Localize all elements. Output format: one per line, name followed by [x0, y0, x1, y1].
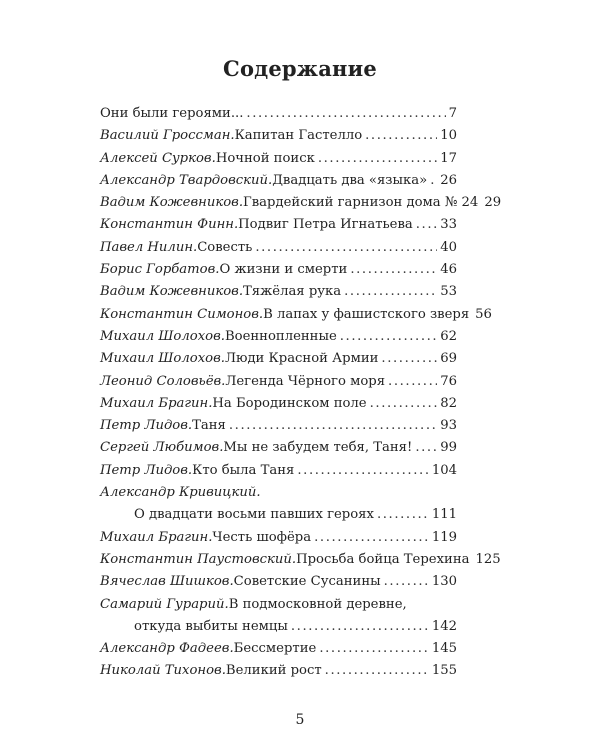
- toc-page-number: 111: [431, 507, 457, 523]
- leader-dots: [246, 106, 445, 121]
- toc-page-number: 104: [431, 462, 457, 478]
- toc-title: О жизни и смерти: [219, 262, 348, 278]
- leader-dots: [314, 530, 429, 545]
- toc-entry: [100, 663, 457, 685]
- toc-author: Вадим Кожевников.: [100, 195, 244, 211]
- toc-page-number: 33: [440, 217, 457, 233]
- toc-title: Военнопленные: [224, 328, 337, 344]
- toc-entry: [100, 128, 457, 150]
- toc-page-number: 46: [440, 262, 457, 278]
- leader-dots: [229, 418, 437, 433]
- leader-dots: [318, 151, 437, 166]
- toc-entry: [100, 195, 502, 217]
- toc-entry-first-line: [100, 597, 457, 619]
- toc-page-number: 155: [431, 663, 457, 679]
- toc-entry: [100, 374, 457, 396]
- toc-entry: [100, 463, 457, 485]
- toc-author: Вячеслав Шишков.: [100, 574, 234, 590]
- toc-page-number: 93: [440, 418, 457, 434]
- toc-entry: [100, 396, 457, 418]
- toc-entry: [100, 329, 457, 351]
- toc-entry: [100, 574, 457, 596]
- toc-author: Константин Паустовский.: [100, 551, 297, 567]
- toc-author: Василий Гроссман.: [100, 128, 235, 144]
- toc-author: Александр Фадеев.: [100, 641, 234, 657]
- toc-title: Великий рост: [225, 663, 322, 679]
- toc-page-number: 142: [431, 618, 457, 634]
- toc-entry: [100, 306, 492, 329]
- toc-title: Капитан Гастелло: [234, 128, 363, 144]
- leader-dots: [415, 440, 437, 455]
- toc-entry: [100, 440, 457, 462]
- toc-page-number: 125: [475, 551, 501, 567]
- leader-dots: [350, 262, 437, 277]
- toc-page-number: 7: [448, 106, 457, 121]
- leader-dots: [319, 641, 429, 656]
- toc-author: Михаил Шолохов.: [100, 351, 225, 367]
- leader-dots: [430, 173, 437, 188]
- toc-title: Таня: [192, 418, 226, 434]
- page-number: 5: [295, 712, 305, 728]
- leader-dots: [365, 128, 437, 143]
- leader-dots: [325, 663, 429, 678]
- toc-page-number: 17: [440, 150, 457, 166]
- toc-title: Гвардейский гарнизон дома № 24: [243, 195, 479, 211]
- toc-title: Советские Сусанины: [233, 574, 381, 590]
- toc-title: Кто была Таня: [192, 462, 295, 478]
- leader-dots: [416, 217, 437, 232]
- toc-author: Михаил Брагин.: [100, 529, 213, 545]
- toc-title: Бессмертие: [233, 641, 317, 657]
- toc-page-number: 99: [440, 440, 457, 456]
- toc-title: Совесть: [197, 239, 253, 255]
- toc-entry: [100, 106, 457, 128]
- toc-title: Они были героями...: [100, 106, 244, 121]
- toc-entry: [100, 173, 457, 195]
- toc-author: Борис Горбатов.: [100, 262, 220, 278]
- toc-author: Сергей Любимов.: [100, 440, 224, 456]
- leader-dots: [297, 463, 428, 478]
- toc-title: В подмосковной деревне,: [228, 596, 407, 612]
- toc-title: В лапах у фашистского зверя: [263, 306, 470, 322]
- toc-title: Двадцать два «языка»: [272, 172, 428, 188]
- leader-dots: [291, 619, 429, 634]
- toc-title: Тяжёлая рука: [243, 284, 342, 300]
- toc-page-number: 40: [440, 239, 457, 255]
- toc-entry: [100, 418, 457, 440]
- toc-page-number: 82: [440, 395, 457, 411]
- toc-title: Честь шофёра: [212, 529, 312, 545]
- toc-page-number: 29: [484, 195, 502, 211]
- toc-entry: [100, 284, 457, 306]
- leader-dots: [388, 374, 437, 389]
- toc-author: Вадим Кожевников.: [100, 284, 244, 300]
- toc-title: Люди Красной Армии: [224, 351, 379, 367]
- toc-author: Алексей Сурков.: [100, 150, 216, 166]
- toc-author: Александр Кривицкий.: [100, 485, 261, 501]
- toc-author: Леонид Соловьёв.: [100, 373, 226, 389]
- toc-author: Александр Твардовский.: [100, 172, 273, 188]
- leader-dots: [344, 284, 437, 299]
- toc-title: Ночной поиск: [215, 150, 315, 166]
- table-of-contents: [100, 106, 502, 686]
- toc-entry: [100, 530, 457, 552]
- toc-entry: [100, 551, 501, 574]
- toc-entry-author-line: [100, 485, 457, 507]
- toc-author: Павел Нилин.: [100, 239, 198, 255]
- toc-page-number: 76: [440, 373, 457, 389]
- toc-author: Петр Лидов.: [100, 418, 193, 434]
- toc-page-number: 69: [440, 351, 457, 367]
- toc-entry: [100, 351, 457, 373]
- toc-author: Михаил Брагин.: [100, 395, 213, 411]
- toc-title: Мы не забудем тебя, Таня!: [223, 440, 413, 456]
- toc-entry: [100, 641, 457, 663]
- toc-entry: [100, 262, 457, 284]
- toc-page-number: 119: [431, 529, 457, 545]
- toc-title-continued: откуда выбиты немцы: [134, 618, 288, 634]
- toc-page-number: 10: [440, 128, 457, 144]
- toc-entry: [100, 240, 457, 262]
- leader-dots: [340, 329, 437, 344]
- toc-entry: [100, 507, 457, 529]
- toc-entry: [100, 217, 457, 239]
- leader-dots: [370, 396, 438, 411]
- toc-author: Константин Симонов.: [100, 306, 264, 322]
- page-title: Содержание: [223, 56, 377, 81]
- toc-page-number: 145: [431, 641, 457, 657]
- toc-title: Просьба бойца Терехина: [296, 551, 470, 567]
- toc-author: Константин Финн.: [100, 217, 239, 233]
- leader-dots: [384, 574, 429, 589]
- toc-entry: [100, 619, 457, 641]
- leader-dots: [381, 351, 437, 366]
- toc-title: Подвиг Петра Игнатьева: [238, 217, 413, 233]
- toc-author: Николай Тихонов.: [100, 663, 226, 679]
- toc-page-number: 26: [440, 172, 457, 188]
- toc-title: О двадцати восьми павших героях: [134, 507, 374, 523]
- toc-author: Михаил Шолохов.: [100, 328, 225, 344]
- leader-dots: [377, 507, 429, 522]
- toc-author: Петр Лидов.: [100, 462, 193, 478]
- toc-title: На Бородинском поле: [212, 395, 367, 411]
- toc-page-number: 62: [440, 328, 457, 344]
- toc-page-number: 130: [431, 574, 457, 590]
- leader-dots: [255, 240, 437, 255]
- toc-page-number: 56: [475, 306, 492, 322]
- toc-author: Самарий Гурарий.: [100, 596, 229, 612]
- toc-page-number: 53: [440, 284, 457, 300]
- toc-title: Легенда Чёрного моря: [225, 373, 386, 389]
- toc-entry: [100, 151, 457, 173]
